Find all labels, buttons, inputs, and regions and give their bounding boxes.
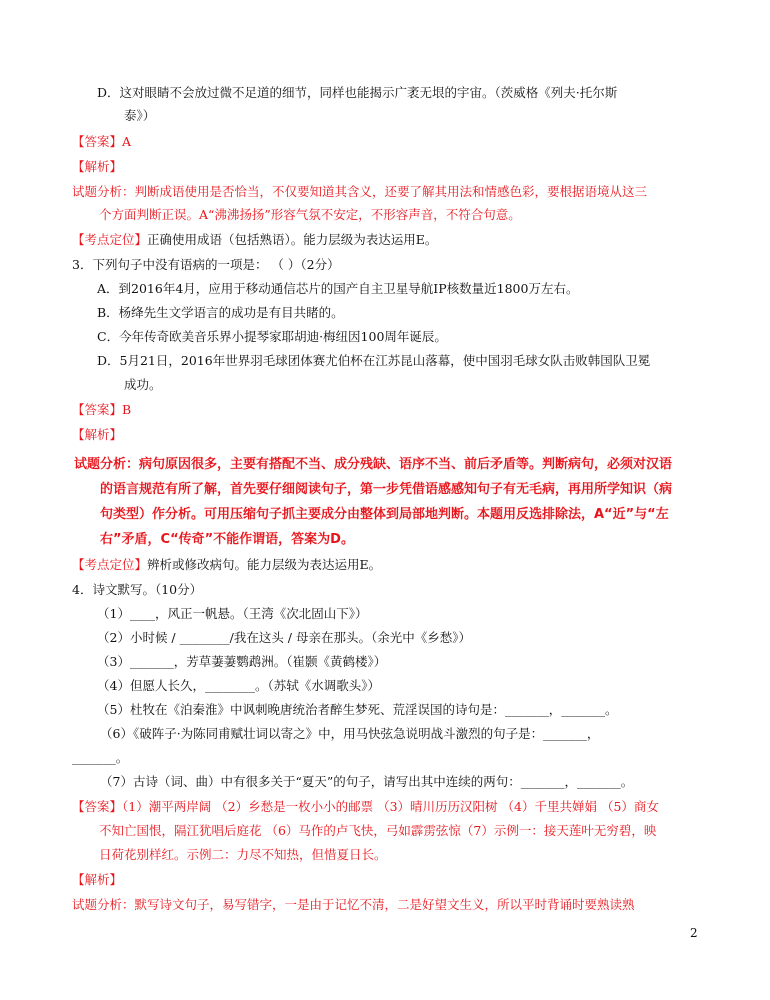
text-line: 日荷花别样红。示例二：力尽不知热，但惜夏日长。 [99, 847, 387, 862]
text-line: B．杨绛先生文学语言的成功是有目共睹的。 [97, 305, 344, 320]
text-line [72, 556, 381, 574]
text-line: 【答案】A [72, 134, 132, 149]
label-prefix: 【考点定位】 [72, 557, 148, 572]
text-line: 4．诗文默写。（10分） [72, 582, 203, 597]
text-line: 试题分析：默写诗文句子，易写错字，一是由于记忆不清，二是好望文生义，所以平时背诵时要熟读熟 [72, 897, 635, 912]
text-line: 句类型）作分析。可用压缩句子抓主要成分由整体到局部地判断。本题用反选排除法，A“近”与“左 [100, 507, 669, 522]
text-line: D．这对眼睛不会放过微不足道的细节，同样也能揭示广袤无垠的宇宙。（茨威格《列夫·托尔斯 [97, 85, 618, 100]
text-line: （2）小时候 / ________/我在这头 / 母亲在那头。（余光中《乡愁》） [97, 630, 471, 645]
text-line: 个方面判断正误。A“沸沸扬扬”形容气氛不安定，不形容声音，不符合句意。 [99, 207, 521, 222]
text-line: 右”矛盾，C“传奇”不能作谓语，答案为D。 [100, 532, 354, 547]
text-line: 成功。 [124, 377, 162, 392]
text-line: 泰》） [124, 108, 156, 123]
text-line: 不知亡国恨，隔江犹唱后庭花 （6）马作的卢飞快，弓如霹雳弦惊（7）示例一：接天莲叶无穷碧，映 [99, 823, 657, 838]
label-prefix: 【考点定位】 [72, 232, 148, 247]
text-line: D．5月21日，2016年世界羽毛球团体赛尤伯杯在江苏昆山落幕，使中国羽毛球女队击败韩国队卫冕 [97, 353, 651, 368]
label-text: 辨析或修改病句。能力层级为表达运用E。 [147, 557, 382, 572]
page-number: 2 [690, 926, 698, 940]
text-line: 3．下列句子中没有语病的一项是： （ ）（2分） [72, 257, 340, 272]
text-line: 【解析】 [72, 159, 123, 174]
text-line [72, 231, 437, 249]
text-line: （6）《破阵子·为陈同甫赋壮词以寄之》中，用马快弦急说明战斗激烈的句子是：_______， [100, 726, 600, 741]
text-line: 【解析】 [72, 427, 123, 442]
text-line: _______。 [72, 750, 129, 765]
text-line: 【答案】B [72, 402, 132, 417]
label-text: 正确使用成语（包括熟语）。能力层级为表达运用E。 [147, 232, 438, 247]
text-line: （5）杜牧在《泊秦淮》中讽刺晚唐统治者醉生梦死、荒淫误国的诗句是：_______，_______。 [97, 702, 618, 717]
text-line: （1）____，风正一帆悬。（王湾《次北固山下》） [97, 606, 368, 621]
text-line: 试题分析：判断成语使用是否恰当，不仅要知道其含义，还要了解其用法和情感色彩，要根据语境从这三 [72, 184, 648, 199]
text-line: （3）_______，芳草萋萋鹦鹉洲。（崔颢《黄鹤楼》） [97, 654, 387, 669]
text-line: 的语言规范有所了解，首先要仔细阅读句子，第一步凭借语感感知句子有无毛病，再用所学知识（病 [100, 482, 673, 497]
text-line: 试题分析：病句原因很多，主要有搭配不当、成分残缺、语序不当、前后矛盾等。判断病句，必须对汉语 [74, 457, 673, 472]
text-line: （4）但愿人长久，________。（苏轼《水调歌头》） [97, 678, 380, 693]
text-line: 【答案】（1）潮平两岸阔 （2）乡愁是一枚小小的邮票 （3）晴川历历汉阳树 （4）千里共婵娟 （5）商女 [72, 799, 659, 814]
text-line: 【解析】 [72, 872, 123, 887]
text-line: A．到2016年4月，应用于移动通信芯片的国产自主卫星导航IP核数量近1800万左右。 [97, 281, 579, 296]
text-line: （7）古诗（词、曲）中有很多关于“夏天”的句子，请写出其中连续的两句：_______，_______。 [100, 774, 634, 789]
text-line: C．今年传奇欧美音乐界小提琴家耶胡迪·梅纽因100周年诞辰。 [97, 329, 447, 344]
